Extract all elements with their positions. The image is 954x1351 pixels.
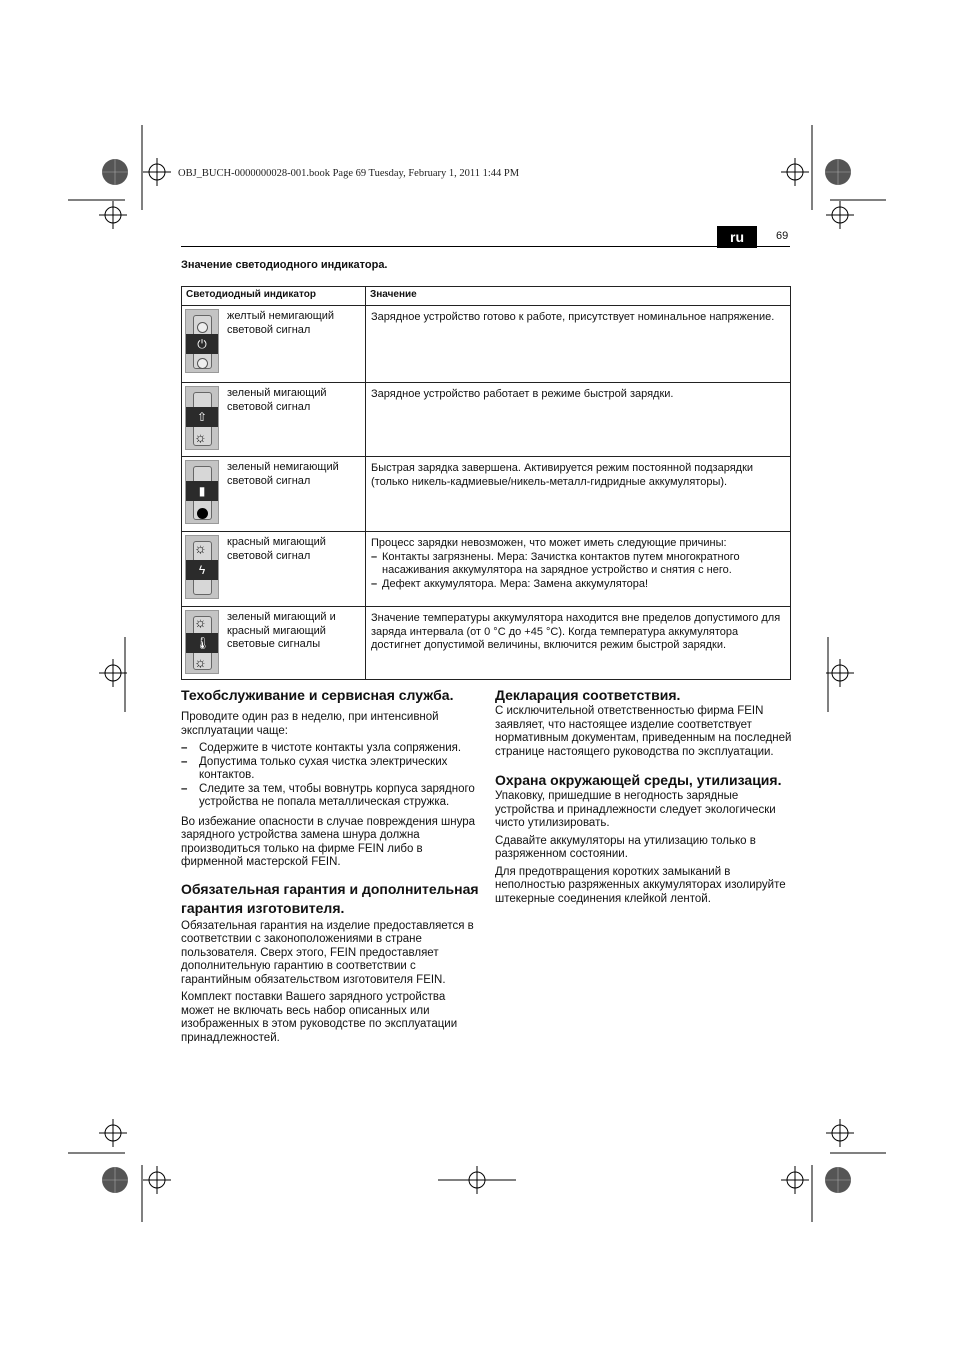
led-indicator-table <box>181 286 791 680</box>
meaning-cell: Зарядное устройство работает в режиме быстрой зарядки. <box>366 383 791 457</box>
column-header-indicator: Светодиодный индикатор <box>182 287 366 306</box>
maintenance-heading: Техобслуживание и сервисная служба. <box>181 687 454 703</box>
table-row <box>182 383 791 457</box>
cause-list <box>371 551 785 592</box>
list-item: – Допустима только сухая чистка электрических контактов. <box>181 756 479 783</box>
table-row <box>182 457 791 532</box>
maintenance-intro: Проводите один раз в неделю, при интенсивной эксплуатации чаще: <box>181 711 439 737</box>
battery-full-icon: ▮ <box>185 460 219 524</box>
header-rule <box>181 246 790 247</box>
list-item: – Следите за тем, чтобы вовнутрь корпуса зарядного устройства не попала металлическая стружка. <box>181 783 479 810</box>
table-row <box>182 607 791 680</box>
table-row <box>182 532 791 607</box>
table-row <box>182 306 791 383</box>
meaning-cell: Быстрая зарядка завершена. Активируется режим постоянной подзарядки (только никель-кадмиевые/никель-металл-гидридные аккумуляторы). <box>366 457 791 532</box>
right-column <box>495 686 793 910</box>
indicator-label: красный мигающий световой сигнал <box>227 536 326 562</box>
environment-paragraph: Упаковку, пришедшие в негодность зарядные устройства и принадлежности следует экологически чисто утилизировать. <box>495 790 776 829</box>
language-badge: ru <box>717 226 757 248</box>
declaration-text: С исключительной ответственностью фирма FEIN заявляет, что настоящее изделие соответствует нормативным документам, приведенным на последней странице настоящего руководства по эксплуатации. <box>495 705 792 758</box>
thermometer-icon: ☼ 🌡 ☼ <box>185 610 219 674</box>
list-item: – Контакты загрязнены. Мера: Зачистка контактов путем многократного насаживания аккумулятора на зарядное устройство и снятия с него. <box>371 551 785 578</box>
warranty-heading: Обязательная гарантия и дополнительная гарантия изготовителя. <box>181 880 479 916</box>
maintenance-note: Во избежание опасности в случае повреждения шнура зарядного устройства замена шнура должна производиться только на фирме FEIN либо в фирменной мастерской FEIN. <box>181 815 476 868</box>
table-title: Значение светодиодного индикатора. <box>181 259 388 271</box>
warranty-paragraph: Комплект поставки Вашего зарядного устройства может не включать весь набор описанных или изображенных в этом руководстве по эксплуатации принадлежностей. <box>181 991 458 1044</box>
left-column <box>181 686 479 1049</box>
indicator-label: желтый немигающий световой сигнал <box>227 310 335 336</box>
battery-charging-icon: ⇧ ☼ <box>185 386 219 450</box>
environment-paragraph: Для предотвращения коротких замыканий в неполностью разряженных аккумуляторах изолируйте штекерные соединения клейкой лентой. <box>495 865 786 905</box>
environment-heading: Охрана окружающей среды, утилизация. <box>495 772 782 788</box>
meaning-text: Процесс зарядки невозможен, что может иметь следующие причины: <box>371 537 727 549</box>
indicator-label: зеленый мигающий и красный мигающий световые сигналы <box>227 611 336 650</box>
page-number: 69 <box>776 230 789 242</box>
list-item: – Содержите в чистоте контакты узла сопряжения. <box>181 742 479 756</box>
indicator-label: зеленый немигающий световой сигнал <box>227 461 339 487</box>
meaning-cell: Зарядное устройство готово к работе, присутствует номинальное напряжение. <box>366 306 791 383</box>
environment-paragraph: Сдавайте аккумуляторы на утилизацию только в разряженном состоянии. <box>495 834 756 860</box>
battery-fault-icon: ☼ ϟ <box>185 535 219 599</box>
column-header-meaning: Значение <box>366 287 791 306</box>
maintenance-list <box>181 742 479 810</box>
warranty-paragraph: Обязательная гарантия на изделие предоставляется в соответствии с законоположениями в стране пользователя. Сверх этого, FEIN предоставляет дополнительную гарантию в соответствии с гарантийным обязательством изготовителя FEIN. <box>181 919 474 986</box>
print-header: OBJ_BUCH-0000000028-001.book Page 69 Tuesday, February 1, 2011 1:44 PM <box>178 168 520 179</box>
declaration-heading: Декларация соответствия. <box>495 687 681 703</box>
list-item: – Дефект аккумулятора. Мера: Замена аккумулятора! <box>371 578 785 592</box>
indicator-label: зеленый мигающий световой сигнал <box>227 387 327 413</box>
meaning-cell: Значение температуры аккумулятора находится вне пределов допустимого для заряда интервала (от 0 °C до +45 °C). Когда температура аккумулятора достигнет допустимой величины, включится режим быстрой зарядки. <box>366 607 791 680</box>
meaning-cell <box>366 532 791 607</box>
power-icon: ⏻ <box>185 309 219 373</box>
